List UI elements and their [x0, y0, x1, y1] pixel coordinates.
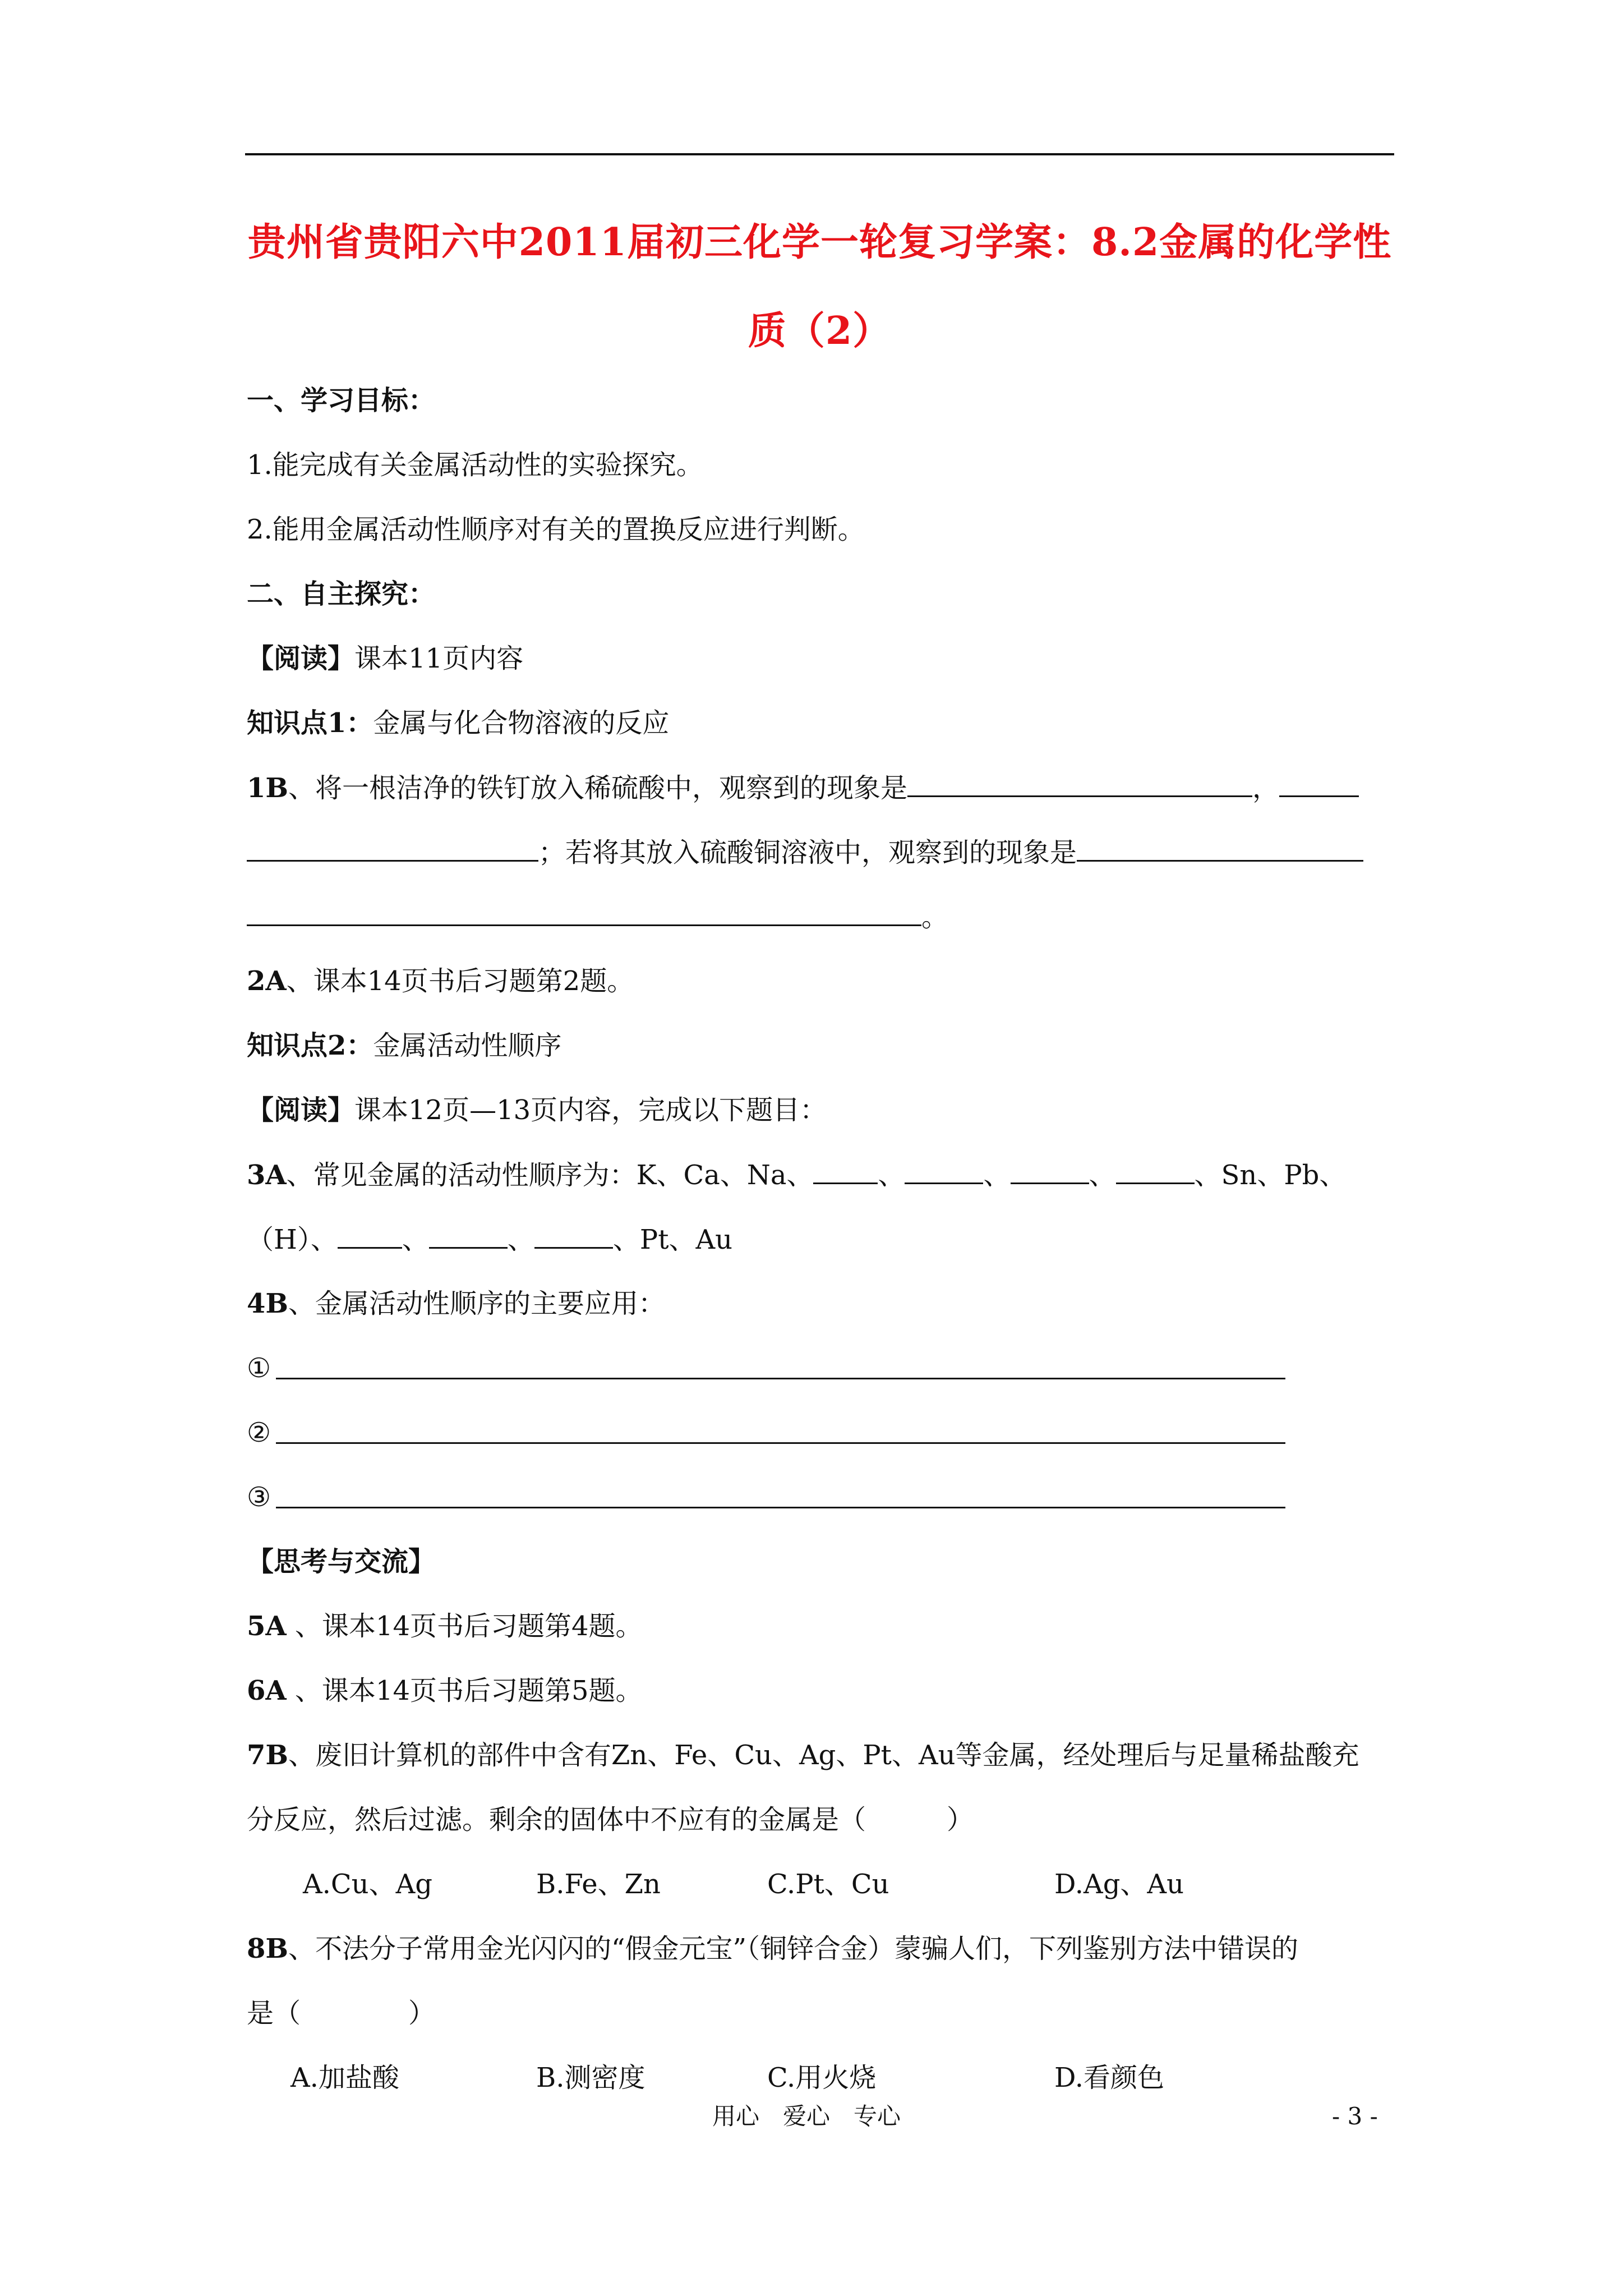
- answer-blank[interactable]: [338, 1221, 402, 1249]
- answer-blank[interactable]: [1279, 770, 1359, 797]
- kp-tag: 知识点2：: [247, 1030, 374, 1061]
- answer-blank[interactable]: [247, 834, 538, 862]
- header-rule: [245, 153, 1394, 155]
- question-tag: 8B: [247, 1933, 288, 1964]
- punct: 、: [507, 1224, 534, 1255]
- question-2: [247, 963, 634, 999]
- question-7-line1: [247, 1737, 1359, 1773]
- question-text: 、课本14页书后习题第2题。: [286, 965, 634, 997]
- question-8-line1: [247, 1931, 1298, 1967]
- question-tag: 2A: [247, 965, 287, 997]
- read-text: 课本11页内容: [354, 643, 524, 674]
- doc-title-line2: 质（2）: [748, 309, 892, 353]
- question-tag: 5A: [247, 1611, 287, 1642]
- circled-3: ③: [247, 1481, 271, 1513]
- circled-2: ②: [247, 1417, 271, 1448]
- question-text: ；若将其放入硫酸铜溶液中，观察到的现象是: [538, 837, 1077, 868]
- q7-option-c[interactable]: C.Pt、Cu: [767, 1869, 889, 1900]
- question-text: 、课本14页书后习题第5题。: [286, 1675, 643, 1706]
- question-tag: 1B: [247, 772, 288, 804]
- q8-option-d[interactable]: D.看颜色: [1054, 2062, 1165, 2093]
- question-text: 、Pt、Au: [612, 1224, 733, 1255]
- read-1: [247, 641, 523, 677]
- question-7-line2: 分反应，然后过滤。剩余的固体中不应有的金属是（ ）: [247, 1804, 974, 1835]
- doc-title-line1: 贵州省贵阳六中2011届初三化学一轮复习学案：8.2金属的化学性: [247, 220, 1392, 265]
- knowledge-point-2: [247, 1028, 561, 1064]
- question-text: （H）、: [247, 1224, 338, 1255]
- answer-blank[interactable]: [247, 899, 921, 926]
- question-6: [247, 1673, 643, 1709]
- answer-line-2[interactable]: [276, 1442, 1285, 1444]
- question-text: 、Sn、Pb、: [1194, 1159, 1347, 1191]
- page-number: - 3 -: [1332, 2102, 1378, 2130]
- question-1-line1: [247, 770, 1359, 806]
- answer-blank[interactable]: [905, 1157, 983, 1184]
- question-text: 、不法分子常用金光闪闪的“假金元宝”（铜锌合金）蒙骗人们，下列鉴别方法中错误的: [288, 1933, 1299, 1964]
- question-text: 、常见金属的活动性顺序为：K、Ca、Na、: [286, 1159, 814, 1191]
- read-2: [247, 1092, 827, 1128]
- kp-text: 金属活动性顺序: [373, 1030, 562, 1061]
- question-text: 、金属活动性顺序的主要应用：: [288, 1288, 665, 1319]
- kp-tag: 知识点1：: [247, 707, 374, 739]
- punct: 、: [402, 1224, 429, 1255]
- question-1-line3: [247, 899, 948, 935]
- punct: ，: [1252, 772, 1279, 804]
- question-tag: 3A: [247, 1159, 287, 1191]
- q7-option-a[interactable]: A.Cu、Ag: [303, 1869, 432, 1900]
- punct: 、: [1089, 1159, 1116, 1191]
- footer-slogan: 用心 爱心 专心: [712, 2102, 901, 2130]
- question-1-line2: [247, 834, 1363, 871]
- question-3-line1: [247, 1157, 1346, 1193]
- question-tag: 7B: [247, 1740, 288, 1771]
- q8-option-a[interactable]: A.加盐酸: [291, 2062, 399, 2093]
- answer-line-1[interactable]: [276, 1378, 1285, 1379]
- read-tag: 【阅读】: [247, 1094, 355, 1126]
- q7-option-b[interactable]: B.Fe、Zn: [536, 1869, 661, 1900]
- kp-text: 金属与化合物溶液的反应: [373, 707, 670, 739]
- answer-blank[interactable]: [1011, 1157, 1089, 1184]
- question-5: [247, 1608, 643, 1644]
- answer-blank[interactable]: [813, 1157, 878, 1184]
- punct: 、: [878, 1159, 905, 1191]
- question-tag: 6A: [247, 1675, 287, 1706]
- think-and-discuss: 【思考与交流】: [247, 1546, 436, 1577]
- answer-blank[interactable]: [907, 770, 1252, 797]
- goal-2: 2.能用金属活动性顺序对有关的置换反应进行判断。: [247, 514, 865, 545]
- q7-option-d[interactable]: D.Ag、Au: [1054, 1869, 1184, 1900]
- circled-1: ①: [247, 1352, 271, 1384]
- answer-line-3[interactable]: [276, 1507, 1285, 1508]
- question-8-line2: 是（ ）: [247, 1998, 436, 2029]
- q8-option-c[interactable]: C.用火烧: [767, 2062, 877, 2093]
- goal-1: 1.能完成有关金属活动性的实验探究。: [247, 449, 703, 481]
- read-text: 课本12页—13页内容，完成以下题目：: [354, 1094, 827, 1126]
- question-text: 、课本14页书后习题第4题。: [286, 1611, 643, 1642]
- question-tag: 4B: [247, 1288, 288, 1319]
- read-tag: 【阅读】: [247, 643, 355, 674]
- answer-blank[interactable]: [429, 1221, 508, 1249]
- question-text: 、废旧计算机的部件中含有Zn、Fe、Cu、Ag、Pt、Au等金属，经处理后与足量稀盐酸充: [288, 1740, 1359, 1771]
- punct: 。: [921, 901, 949, 933]
- answer-blank[interactable]: [1116, 1157, 1195, 1184]
- question-4: [247, 1286, 665, 1322]
- section-heading-goals: 一、学习目标：: [247, 385, 436, 416]
- question-3-line2: [247, 1221, 732, 1258]
- section-heading-explore: 二、自主探究：: [247, 578, 436, 610]
- knowledge-point-1: [247, 705, 669, 741]
- q8-option-b[interactable]: B.测密度: [536, 2062, 645, 2093]
- answer-blank[interactable]: [534, 1221, 613, 1249]
- answer-blank[interactable]: [1077, 834, 1363, 862]
- question-text: 、将一根洁净的铁钉放入稀硫酸中，观察到的现象是: [288, 772, 907, 804]
- punct: 、: [983, 1159, 1011, 1191]
